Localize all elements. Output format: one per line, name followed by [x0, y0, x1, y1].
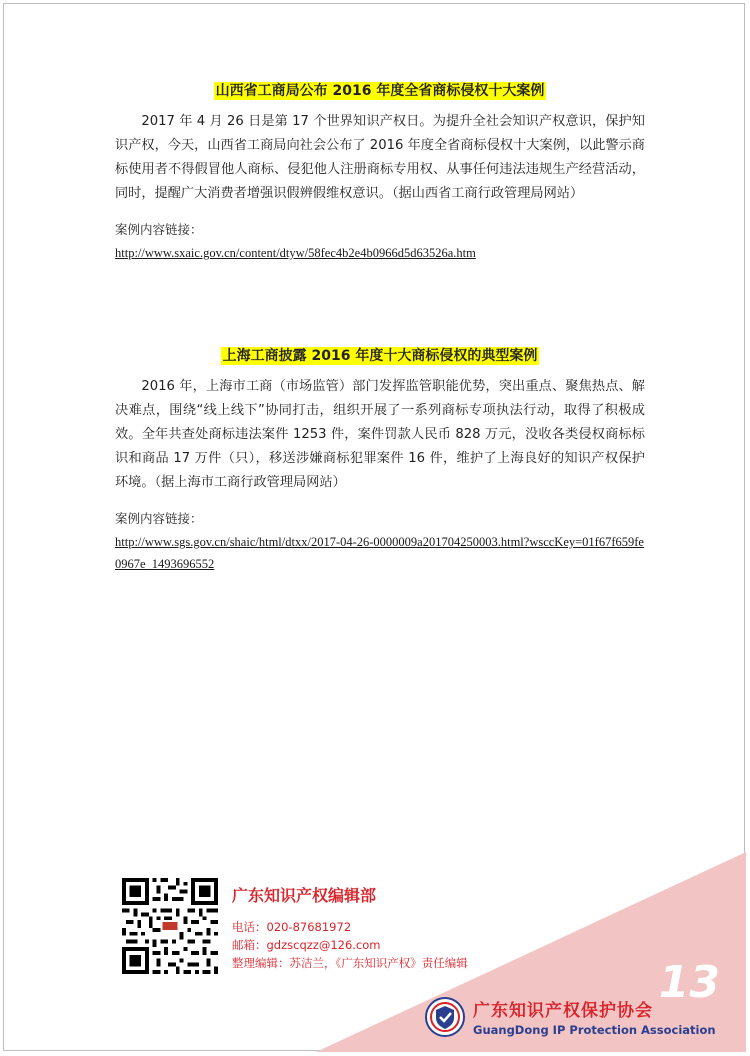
case-link[interactable]: http://www.sxaic.gov.cn/content/dtyw/58fec4b2e4b0966d5d63526a.htm	[115, 246, 476, 260]
article-title: 上海工商披露 2016 年度十大商标侵权的典型案例	[222, 348, 538, 364]
link-label: 案例内容链接：	[115, 222, 203, 237]
article-shanxi	[115, 80, 645, 264]
association-logo-block	[425, 996, 716, 1037]
article-body: 2016 年，上海市工商（市场监管）部门发挥监管职能优势，突出重点、聚焦热点、解决难点，围绕“线上线下”协同打击，组织开展了一系列商标专项执法行动，取得了积极成效。全年共查处商标违法案件 1253 件，案件罚款人民币 828 万元，没收各类侵权商标标识和商品 17 万件（只），移送涉嫌商标犯罪案件 16 件，维护了上海良好的知识产权保护环境。（据上海市工商行政管理局网站）	[115, 379, 645, 490]
association-name-cn: 广东知识产权保护协会	[473, 1001, 653, 1021]
editorial-title: 广东知识产权编辑部	[232, 886, 377, 905]
link-label: 案例内容链接：	[115, 511, 203, 526]
case-link[interactable]: http://www.sgs.gov.cn/shaic/html/dtxx/2017-04-26-0000009a201704250003.html?wsccKey=01f67f659fe0967e_1493696552	[115, 535, 644, 571]
association-name-en: GuangDong IP Protection Association	[473, 1023, 716, 1037]
article-body: 2017 年 4 月 26 日是第 17 个世界知识产权日。为提升全社会知识产权意识，保护知识产权，今天，山西省工商局向社会公布了 2016 年度全省商标侵权十大案例，以此警示商标使用者不得假冒他人商标、侵犯他人注册商标专用权、从事任何违法违规生产经营活动，同时，提醒广大消费者增强识假辨假维权意识。（据山西省工商行政管理局网站）	[115, 114, 645, 201]
qr-code-icon	[122, 878, 218, 974]
editorial-email: 邮箱：gdzscqzz@126.com	[232, 938, 381, 952]
article-title: 山西省工商局公布 2016 年度全省商标侵权十大案例	[215, 83, 545, 99]
association-emblem-icon	[425, 997, 465, 1037]
page-number: 13	[658, 957, 720, 1008]
editorial-phone: 电话：020-87681972	[232, 920, 352, 934]
editorial-info	[232, 883, 468, 972]
article-shanghai	[115, 345, 645, 575]
editorial-editor: 整理编辑：苏洁兰，《广东知识产权》责任编辑	[232, 956, 468, 970]
